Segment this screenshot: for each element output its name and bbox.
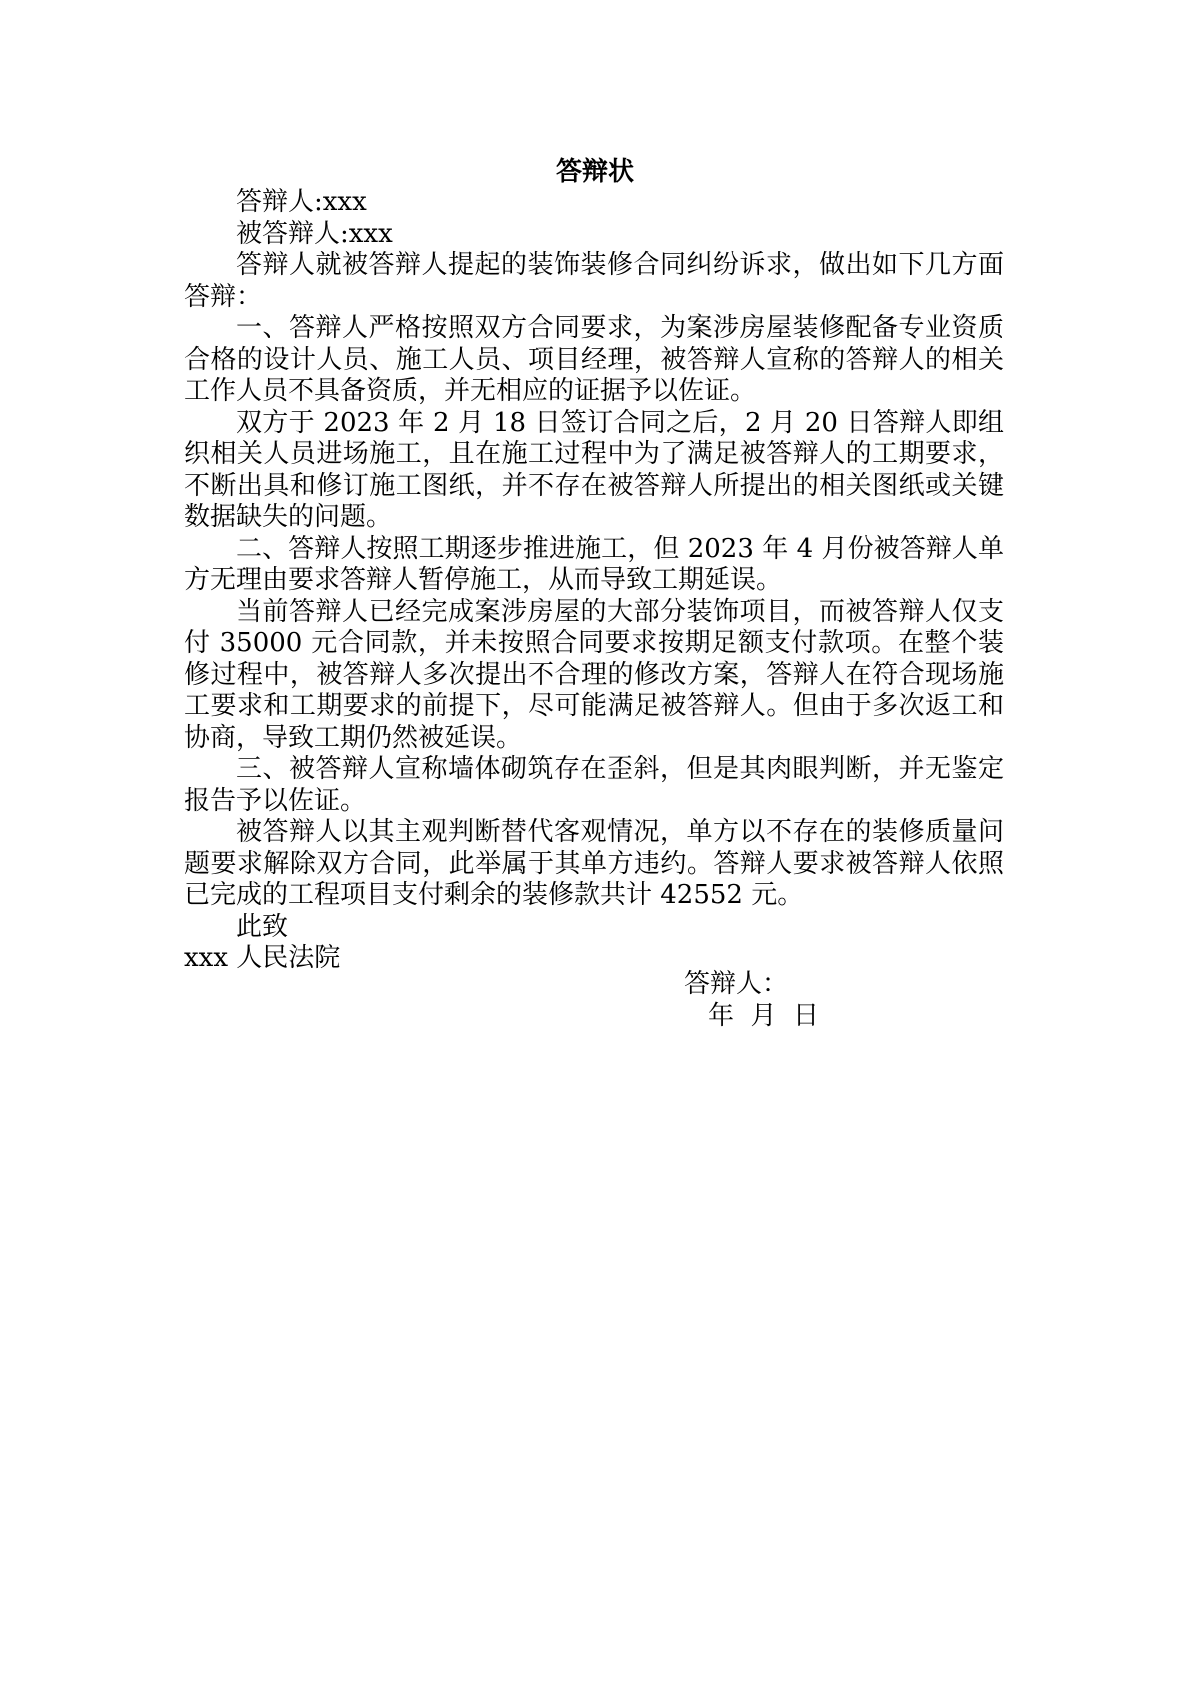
plaintiff-line: 被答辩人:xxx xyxy=(236,218,393,249)
document-body xyxy=(184,187,1004,975)
closing-line: 此致 xyxy=(236,911,289,942)
paragraph-3: 二、答辩人按照工期逐步推进施工，但 2023 年 4 月份被答辩人单方无理由要求答辩人暂停施工，从而导致工期延误。 xyxy=(184,533,1004,595)
respondent-line: 答辩人:xxx xyxy=(236,187,367,217)
intro-paragraph: 答辩人就被答辩人提起的装饰装修合同纠纷诉求，做出如下几方面答辩： xyxy=(184,250,1004,312)
paragraph-2: 双方于 2023 年 2 月 18 日签订合同之后，2 月 20 日答辩人即组织相关人员进场施工，且在施工过程中为了满足被答辩人的工期要求，不断出具和修订施工图纸，并不存在被答辩人所提出的相关图纸或关键数据缺失的问题。 xyxy=(184,407,1004,532)
document-title: 答辩状 xyxy=(555,157,634,187)
signature-label: 答辩人： xyxy=(684,969,789,999)
paragraph-4: 当前答辩人已经完成案涉房屋的大部分装饰项目，而被答辩人仅支付 35000 元合同款，并未按照合同要求按期足额支付款项。在整个装修过程中，被答辩人多次提出不合理的修改方案，答辩人在符合现场施工要求和工期要求的前提下，尽可能满足被答辩人。但由于多次返工和协商，导致工期仍然被延误。 xyxy=(184,596,1004,753)
signature-date: 年 月 日 xyxy=(708,1001,820,1031)
court-name: xxx 人民法院 xyxy=(184,943,341,973)
paragraph-1: 一、答辩人严格按照双方合同要求，为案涉房屋装修配备专业资质合格的设计人员、施工人员、项目经理，被答辩人宣称的答辩人的相关工作人员不具备资质，并无相应的证据予以佐证。 xyxy=(184,313,1004,406)
paragraph-6: 被答辩人以其主观判断替代客观情况，单方以不存在的装修质量问题要求解除双方合同，此举属于其单方违约。答辩人要求被答辩人依照已完成的工程项目支付剩余的装修款共计 42552 元。 xyxy=(184,817,1004,910)
paragraph-5: 三、被答辩人宣称墙体砌筑存在歪斜，但是其肉眼判断，并无鉴定报告予以佐证。 xyxy=(184,754,1004,816)
